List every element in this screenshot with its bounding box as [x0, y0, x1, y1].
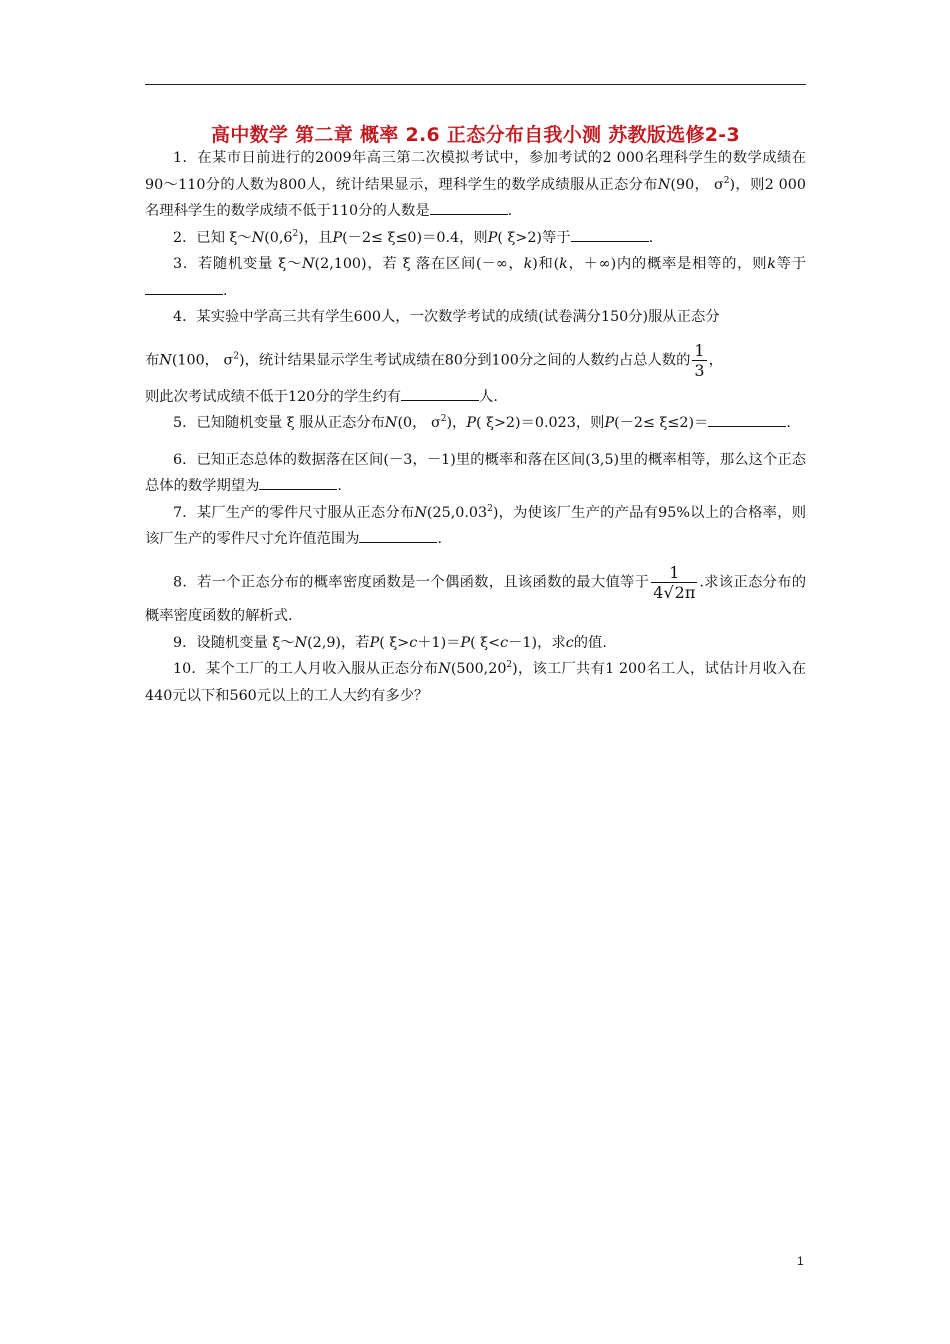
question-4: 4．某实验中学高三共有学生600人，一次数学考试的成绩(试卷满分150分)服从正态分	[173, 309, 720, 325]
question-2: 2．已知 $\xi\sim N(0,6^2)$，且P(－2≤ ξ≤0)＝0.4，则P( ξ>2)等于 .	[173, 228, 654, 246]
question-5: 5．已知随机变量 ξ 服从正态分布N(0， $\sigma^2$)，P( ξ>2)＝0.023，则P(－2≤ ξ≤2)＝ .	[173, 414, 791, 431]
question-4-line-3: 则此次考试成绩不低于120分的学生约有 人.	[145, 384, 806, 411]
page-number: 1	[797, 1254, 804, 1268]
answer-blank	[145, 280, 223, 295]
question-1: 1．在某市日前进行的2009年高三第二次模拟考试中，参加考试的2 000名理科学生的数学成绩在90～110分的人数为800人，统计结果显示，理科学生的数学成绩服从正态分布N(90， $\sigma^2$)，则2 000名理科学生的数学成绩不低于110分的人数是 .	[145, 150, 807, 219]
question-8: 8．若一个正态分布的概率密度函数是一个偶函数，且该函数的最大值等于 $\frac{1}{4√2\pi}$ .求该正态分布的概率密度函数的解析式.	[145, 562, 807, 624]
question-6: 6．已知正态总体的数据落在区间(－3，－1)里的概率和落在区间(3,5)里的概率相等，那么这个正态总体的数学期望为 .	[145, 451, 806, 494]
question-3: 3．若随机变量 ξ～N(2,100)，若 ξ 落在区间(－∞，k)和(k，＋∞)内的概率是相等的，则k等于.	[145, 251, 806, 304]
question-list	[145, 145, 806, 709]
answer-blank	[259, 475, 337, 490]
sqrt-icon: √	[663, 582, 674, 602]
question-7: 7．某厂生产的零件尺寸服从正态分布N(25,0.03$^2$)，为使该厂生产的产品有95%以上的合格率，则该厂生产的零件尺寸允许值范围为 .	[145, 503, 806, 547]
question-10: 10．某个工厂的工人月收入服从正态分布N(500,20$^2$)，该工厂共有1 200名工人，试估计月收入在440元以下和560元以上的工人大约有多少？	[145, 660, 806, 704]
answer-blank	[571, 227, 649, 242]
question-9: 9．设随机变量 ξ～N(2,9)，若P( ξ>c＋1)＝P( ξ<c－1)，求c的值.	[173, 634, 607, 651]
answer-blank	[401, 386, 479, 401]
answer-blank	[430, 200, 508, 215]
answer-blank	[359, 528, 437, 543]
fraction-one-third: $\frac{1}{3}$	[694, 340, 705, 380]
question-4-line-2: 布N(100， $\sigma^2$)，统计结果显示学生考试成绩在80分到100分之间的人数约占总人数的 $\frac{1}{3}$ ，	[145, 340, 723, 380]
document-title: 高中数学 第二章 概率 2.6 正态分布自我小测 苏教版选修2-3	[211, 124, 740, 146]
answer-blank	[708, 412, 786, 427]
fraction-max-value: $\frac{1}{4√2\pi}$	[653, 562, 696, 602]
header-rule	[145, 84, 806, 85]
